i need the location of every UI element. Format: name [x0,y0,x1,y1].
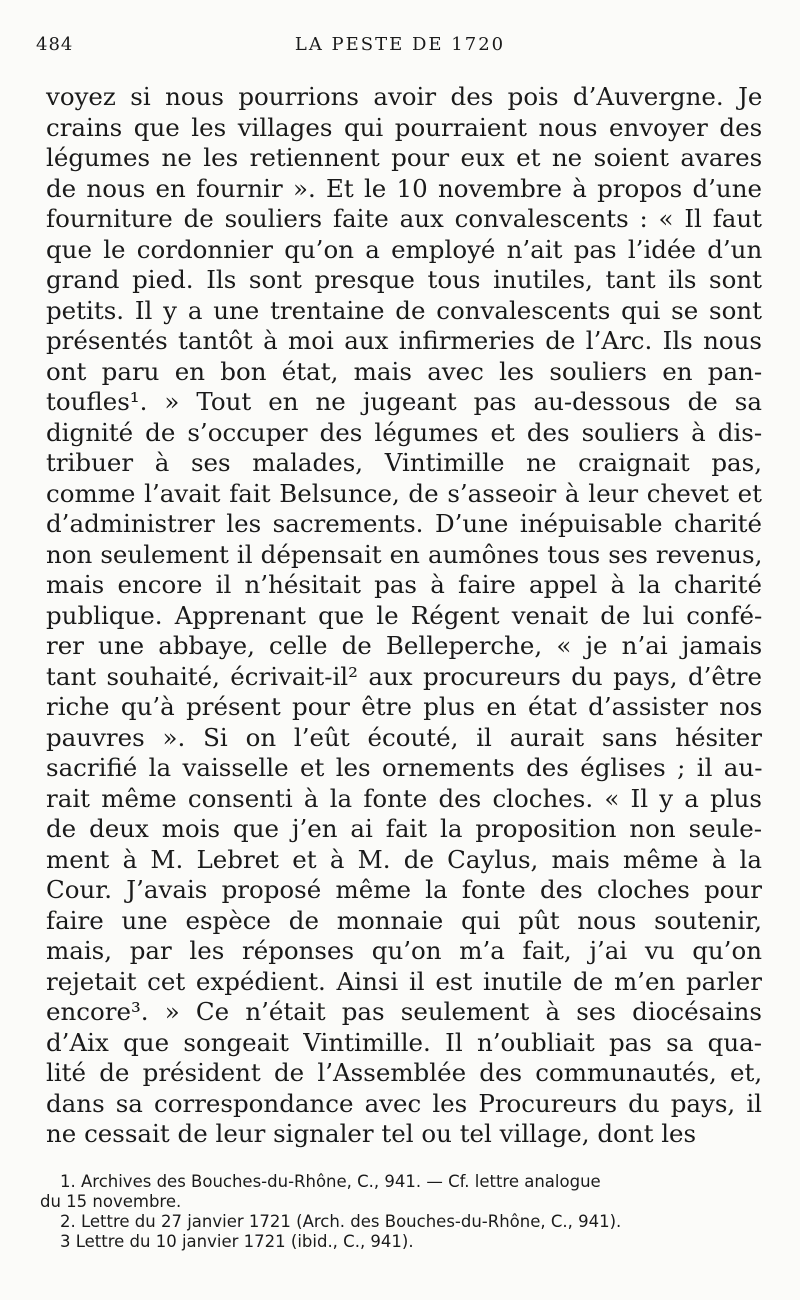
text-line: grand pied. Ils sont presque tous inutiles, tant ils sont [46,265,762,294]
body-text [46,82,762,1150]
text-line: d’Aix que songeait Vintimille. Il n’oubliait pas sa qua- [46,1027,762,1057]
footnote-1: 1. Archives des Bouches-du-Rhône, C., 941. — Cf. lettre analogue [60,1172,601,1191]
text-line: de nous en fournir ». Et le 10 novembre à propos d’une [46,173,762,203]
text-line: pauvres ». Si on l’eût écouté, il aurait sans hésiter [46,722,762,752]
page-number: 484 [36,34,74,55]
text-line: légumes ne les retiennent pour eux et ne soient avares [46,143,763,172]
text-line: rer une abbaye, celle de Belleperche, « je n’ai jamais [46,631,763,660]
text-line: petits. Il y a une trentaine de convalescents qui se sont [46,295,762,325]
text-line: riche qu’à présent pour être plus en état d’assister nos [46,692,763,721]
text-line: de deux mois que j’en ai fait la proposition non seule- [46,814,763,843]
text-line: comme l’avait fait Belsunce, de s’asseoir à leur chevet et [46,478,762,508]
text-line: crains que les villages qui pourraient nous envoyer des [46,112,763,142]
text-line: dans sa correspondance avec les Procureurs du pays, il [46,1088,762,1118]
text-line: ment à M. Lebret et à M. de Caylus, mais même à la [46,844,762,874]
text-line: fourniture de souliers faite aux convalescents : « Il faut [46,204,762,233]
text-line: lité de président de l’Assemblée des communautés, et, [46,1058,763,1087]
text-line: que le cordonnier qu’on a employé n’ait pas l’idée d’un [46,234,763,264]
text-line: non seulement il dépensait en aumônes tous ses revenus, [46,539,763,569]
footnote-3: 3 Lettre du 10 janvier 1721 (ibid., C., 941). [60,1232,414,1251]
text-line: Cour. J’avais proposé même la fonte des cloches pour [46,875,762,904]
text-line: sacrifié la vaisselle et les ornements des églises ; il au- [46,753,763,782]
text-line: ont paru en bon état, mais avec les souliers en pan- [46,356,763,386]
text-line: tribuer à ses malades, Vintimille ne craignait pas, [46,448,763,477]
text-line: mais, par les réponses qu’on m’a fait, j’ai vu qu’on [46,936,762,965]
text-line: dignité de s’occuper des légumes et des souliers à dis- [46,417,763,447]
footnote-1-continued: du 15 novembre. [40,1192,182,1211]
text-line: rejetait cet expédient. Ainsi il est inutile de m’en parler [46,966,762,996]
text-line: voyez si nous pourrions avoir des pois d’Auvergne. Je [46,82,763,111]
text-line: ne cessait de leur signaler tel ou tel village, dont les [46,1119,697,1148]
text-line: présentés tantôt à moi aux infirmeries de l’Arc. Ils nous [46,326,762,355]
footnotes [40,1172,770,1252]
footnote-2: 2. Lettre du 27 janvier 1721 (Arch. des Bouches-du-Rhône, C., 941). [60,1212,622,1231]
text-line: encore³. » Ce n’était pas seulement à ses diocésains [46,997,762,1026]
page-header [36,30,764,60]
text-line: rait même consenti à la fonte des cloches. « Il y a plus [46,783,762,813]
running-title: LA PESTE DE 1720 [294,34,506,55]
text-line: d’administrer les sacrements. D’une inépuisable charité [46,509,762,538]
text-line: faire une espèce de monnaie qui pût nous soutenir, [46,905,762,935]
text-line: mais encore il n’hésitait pas à faire appel à la charité [46,570,762,599]
text-line: toufles¹. » Tout en ne jugeant pas au-dessous de sa [46,387,762,416]
text-line: publique. Apprenant que le Régent venait de lui confé- [46,600,763,630]
text-line: tant souhaité, écrivait-il² aux procureurs du pays, d’être [46,661,762,691]
